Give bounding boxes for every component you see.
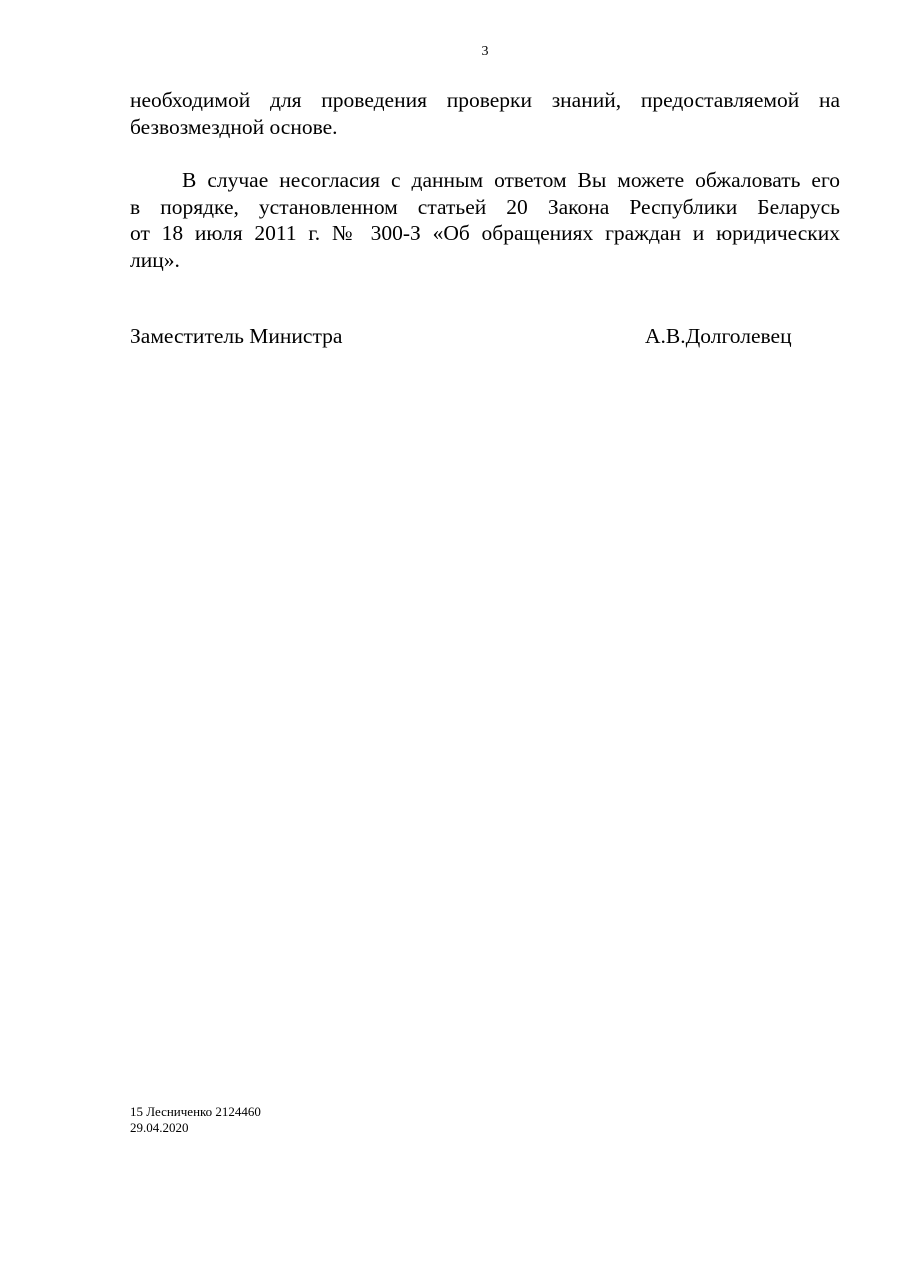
paragraph-2-line: лиц».	[130, 247, 180, 272]
executor-info	[130, 1104, 261, 1136]
paragraph-2-line: В случае несогласия с данным ответом Вы можете обжаловать его	[182, 168, 840, 192]
paragraph-1-line: безвозмездной основе.	[130, 114, 338, 139]
signature-name: А.В.Долголевец	[645, 324, 792, 348]
executor-line: 15 Лесниченко 2124460	[130, 1104, 261, 1119]
paragraph-2-line: в порядке, установленном статьей 20 Закона Республики Беларусь	[130, 194, 840, 219]
signature-role: Заместитель Министра	[130, 324, 343, 348]
paragraph-1-line: необходимой для проведения проверки знаний, предоставляемой на	[130, 88, 840, 112]
page-number: 3	[481, 44, 489, 59]
paragraph-2	[130, 167, 840, 273]
paragraph-2-line: от 18 июля 2011 г. № 300-З «Об обращениях граждан и юридических	[130, 221, 840, 245]
paragraph-1	[130, 87, 840, 140]
executor-date: 29.04.2020	[130, 1120, 189, 1135]
